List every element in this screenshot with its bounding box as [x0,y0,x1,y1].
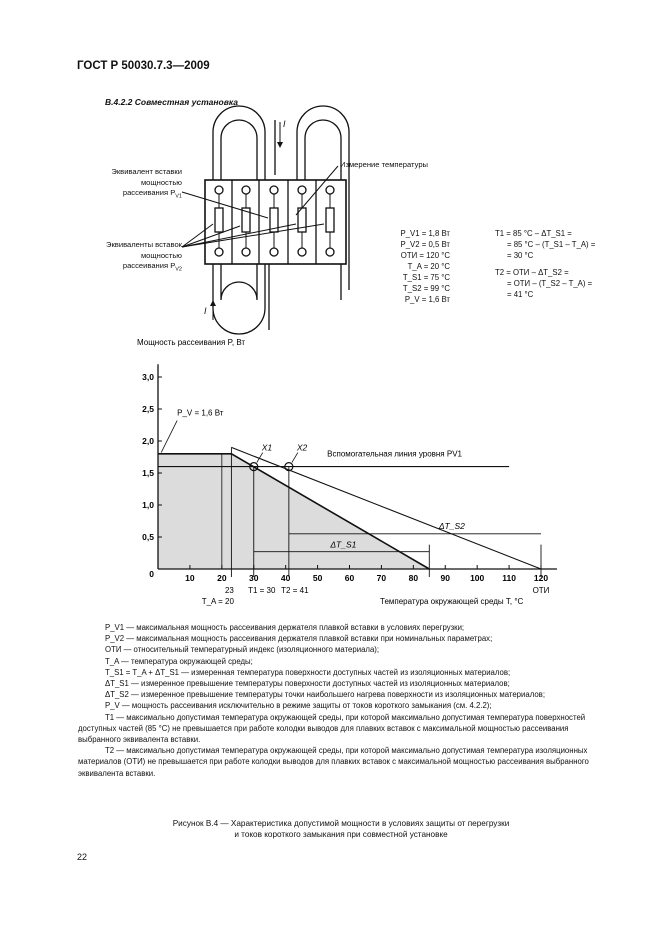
origin-label: 0 [149,569,154,579]
legend-item: ΔT_S2 — измеренное превышение температуры точки наибольшего нагрева поверхности из изоляционных материалов; [105,690,545,700]
x-tick-label: 60 [344,573,355,583]
t1-note: T1 = 30 [248,586,276,595]
legend-item: T_A — температура окружающей среды; [105,656,253,666]
legend-item: P_V — мощность рассеивания исключительно в режиме защиты от токов короткого замыкания (см. 4.2.2); [105,701,492,711]
legend-item: T1 — максимально допустимая температура окружающей среды, при которой максимально допустимая температура поверхностей доступных частей (85 °С) не превышается при работе колодки выводов для плавких вставок с максимальной мощностью рассеивания выбранного эквивалента вставки. [78,712,586,745]
current-top-label: I [283,119,286,129]
x-tick-label: 10 [185,573,195,583]
x-tick-label: 90 [440,573,450,583]
x-tick-label: 70 [376,573,387,583]
fuse2-label: Эквиваленты вставок мощностью рассеивания $P_{V2}$ [106,240,182,273]
x-tick-label: 80 [408,573,419,583]
page-number: 22 [77,852,88,862]
pv-label: P_V = 1,6 Вт [177,408,224,418]
legend-item: P_V2 — максимальная мощность рассеивания держателя плавкой вставки при номинальных параметрах; [105,634,493,644]
y-tick-label: 2,0 [142,436,154,446]
legend-item: ΔT_S1 — измеренное превышение температуры поверхности доступных частей из изоляционных материалов; [105,679,510,689]
y-tick-label: 1,5 [142,468,154,478]
y-tick-label: 0,5 [142,532,154,542]
fuse1-label: Эквивалент вставки мощностью рассеивания $P_{V1}$ [111,167,182,200]
legend-item: P_V1 — максимальная мощность рассеивания держателя плавкой вставки в условиях перегрузки; [105,623,465,632]
x-tick-label: 30 [249,573,259,583]
document-header: ГОСТ Р 50030.7.3—2009 [77,60,210,72]
y-tick-label: 1,0 [142,500,154,510]
section-title: В.4.2.2 Совместная установка [105,97,238,107]
dts2-label: ΔT_S2 [438,520,465,531]
params-left: P_V1 = 1,8 Вт P_V2 = 0,5 Вт ОТИ = 120 °С T_A = 20 °С T_S1 = 75 °С T_S2 = 99 °С P_V = 1,6 Вт [400,229,450,304]
x1-label: X1 [261,442,273,453]
current-bottom-label: I [204,306,207,316]
ta-line-note: 23 [224,586,234,595]
temperature-measure-label: Измерение температуры [340,160,429,169]
x2-label: X2 [296,442,308,453]
x2-leader [292,453,298,463]
aux-line-label: Вспомогательная линия уровня PV1 [327,449,462,459]
x-tick-label: 110 [502,573,516,583]
x-tick-label: 120 [533,573,549,583]
pv-leader [161,421,177,453]
legend-item: T_S1 = T_A + ΔT_S1 — измеренная температура поверхности доступных частей из изоляционных материалов; [105,667,511,677]
legend-item: ОТИ — относительный температурный индекс (изоляционного материала); [105,645,380,655]
x-tick-label: 50 [312,573,323,583]
x-tick-label: 20 [217,573,227,583]
figure-caption: Рисунок В.4 — Характеристика допустимой мощности в условиях защиты от перегрузки и токов короткого замыкания при совместной установке [172,819,510,839]
y-tick-label: 2,5 [142,404,154,414]
y-tick-label: 3,0 [142,372,154,382]
dts1-label: ΔT_S1 [330,539,357,550]
x-axis-label: Температура окружающей среды T, °С [380,597,524,606]
legend [78,622,604,779]
legend-item: T2 — максимально допустимая температура окружающей среды, при которой максимально допустимая температура изоляционных материалов (ОТИ) не превышается при работе колодки выводов для плавких вставок с максимальной мощностью рассеивания выбранного эквивалента вставки. [78,746,589,778]
params-right: T1 = 85 °С – ΔT_S1 = = 85 °С – (T_S1 – T_A) = = 30 °С T2 = ОТИ – ΔT_S2 = = ОТИ – (T_S2 – T_A) = = 41 °С [495,229,596,299]
x-tick-label: 40 [280,573,291,583]
oti-note: ОТИ [532,586,550,595]
ta-note: T_A = 20 [201,597,234,606]
t2-note: T2 = 41 [281,586,309,595]
x-tick-label: 100 [470,573,485,583]
y-axis-label: Мощность рассеивания P, Вт [137,338,246,347]
